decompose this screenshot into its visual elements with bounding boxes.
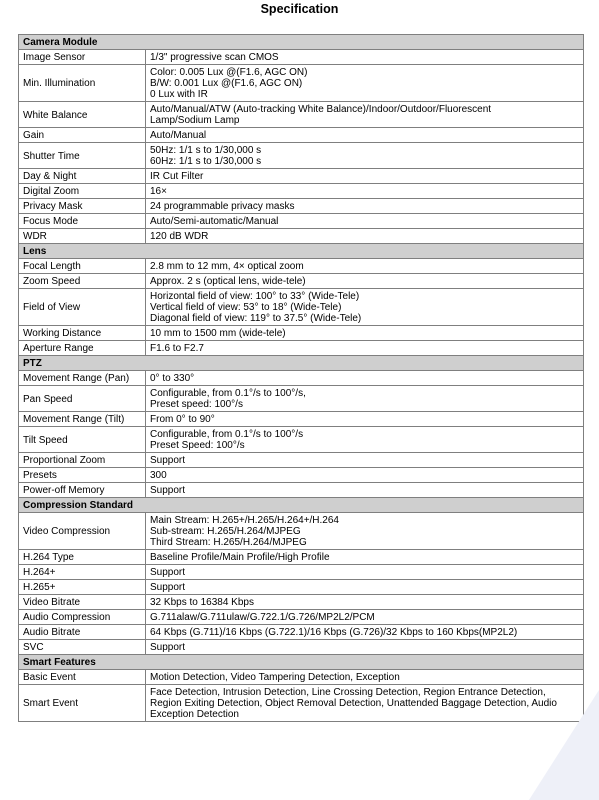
spec-value xyxy=(146,412,584,427)
section-title: Camera Module xyxy=(19,35,584,50)
spec-label: SVC xyxy=(19,640,146,655)
spec-value xyxy=(146,595,584,610)
section-header-row xyxy=(19,498,584,513)
spec-value xyxy=(146,274,584,289)
spec-row xyxy=(19,184,584,199)
spec-value-line: Vertical field of view: 53° to 18° (Wide-Tele) xyxy=(150,302,342,313)
spec-label: Presets xyxy=(19,468,146,483)
spec-row xyxy=(19,229,584,244)
spec-value-line: Baseline Profile/Main Profile/High Profile xyxy=(150,552,330,563)
spec-value-line: From 0° to 90° xyxy=(150,414,215,425)
spec-value-line: Lamp/Sodium Lamp xyxy=(150,115,240,126)
spec-value xyxy=(146,184,584,199)
spec-label: Basic Event xyxy=(19,670,146,685)
spec-value xyxy=(146,169,584,184)
spec-label: Video Bitrate xyxy=(19,595,146,610)
spec-value xyxy=(146,513,584,550)
spec-row xyxy=(19,128,584,143)
spec-value xyxy=(146,65,584,102)
spec-row xyxy=(19,468,584,483)
corner-watermark xyxy=(529,690,599,800)
spec-row xyxy=(19,169,584,184)
spec-value xyxy=(146,670,584,685)
spec-row xyxy=(19,685,584,722)
spec-value xyxy=(146,289,584,326)
spec-value-line: 2.8 mm to 12 mm, 4× optical zoom xyxy=(150,261,304,272)
spec-value-line: Third Stream: H.265/H.264/MJPEG xyxy=(150,537,307,548)
spec-value xyxy=(146,580,584,595)
spec-value-line: 300 xyxy=(150,470,167,481)
spec-value-line: Support xyxy=(150,567,186,578)
spec-value-line: 60Hz: 1/1 s to 1/30,000 s xyxy=(150,156,262,167)
spec-row xyxy=(19,625,584,640)
spec-value-line: Configurable, from 0.1°/s to 100°/s xyxy=(150,429,304,440)
spec-value-line: Support xyxy=(150,455,186,466)
spec-value-line: Support xyxy=(150,485,186,496)
spec-value-line: 1/3" progressive scan CMOS xyxy=(150,52,279,63)
spec-label: Privacy Mask xyxy=(19,199,146,214)
section-title: Smart Features xyxy=(19,655,584,670)
spec-value xyxy=(146,565,584,580)
spec-value xyxy=(146,102,584,128)
spec-label: Power-off Memory xyxy=(19,483,146,498)
spec-row xyxy=(19,513,584,550)
spec-value-line: Region Exiting Detection, Object Removal Detection, Unattended Baggage Detection, Audio xyxy=(150,698,557,709)
spec-label: White Balance xyxy=(19,102,146,128)
spec-value-line: Auto/Manual/ATW (Auto-tracking White Balance)/Indoor/Outdoor/Fluorescent xyxy=(150,104,492,115)
spec-value xyxy=(146,386,584,412)
spec-label: Image Sensor xyxy=(19,50,146,65)
spec-value-line: Face Detection, Intrusion Detection, Line Crossing Detection, Region Entrance Detection, xyxy=(150,687,546,698)
spec-value xyxy=(146,550,584,565)
spec-label: Day & Night xyxy=(19,169,146,184)
spec-row xyxy=(19,259,584,274)
spec-value-line: Horizontal field of view: 100° to 33° (Wide-Tele) xyxy=(150,291,360,302)
spec-value xyxy=(146,229,584,244)
spec-value xyxy=(146,199,584,214)
spec-row xyxy=(19,427,584,453)
spec-value-line: 0° to 330° xyxy=(150,373,195,384)
spec-value-line: Exception Detection xyxy=(150,709,239,720)
spec-value-line: F1.6 to F2.7 xyxy=(150,343,204,354)
spec-value xyxy=(146,453,584,468)
spec-row xyxy=(19,199,584,214)
spec-row xyxy=(19,386,584,412)
spec-value-line: B/W: 0.001 Lux @(F1.6, AGC ON) xyxy=(150,78,303,89)
spec-value-line: 16× xyxy=(150,186,167,197)
spec-label: WDR xyxy=(19,229,146,244)
spec-label: Tilt Speed xyxy=(19,427,146,453)
spec-label: H.264+ xyxy=(19,565,146,580)
spec-label: Working Distance xyxy=(19,326,146,341)
spec-value-line: 50Hz: 1/1 s to 1/30,000 s xyxy=(150,145,262,156)
spec-row xyxy=(19,289,584,326)
spec-row xyxy=(19,580,584,595)
spec-label: H.264 Type xyxy=(19,550,146,565)
section-title: Lens xyxy=(19,244,584,259)
spec-value-line: Configurable, from 0.1°/s to 100°/s, xyxy=(150,388,306,399)
spec-row xyxy=(19,102,584,128)
spec-row xyxy=(19,453,584,468)
section-header-row xyxy=(19,655,584,670)
spec-label: Shutter Time xyxy=(19,143,146,169)
spec-row xyxy=(19,214,584,229)
section-header-row xyxy=(19,356,584,371)
spec-value-line: 32 Kbps to 16384 Kbps xyxy=(150,597,254,608)
spec-value xyxy=(146,259,584,274)
spec-row xyxy=(19,640,584,655)
spec-row xyxy=(19,412,584,427)
spec-value xyxy=(146,128,584,143)
spec-value-line: Auto/Manual xyxy=(150,130,207,141)
spec-row xyxy=(19,143,584,169)
spec-value-line: 0 Lux with IR xyxy=(150,89,208,100)
spec-label: Movement Range (Tilt) xyxy=(19,412,146,427)
spec-value-line: Motion Detection, Video Tampering Detection, Exception xyxy=(150,672,400,683)
spec-table xyxy=(18,34,584,722)
spec-value xyxy=(146,685,584,722)
spec-value xyxy=(146,326,584,341)
spec-row xyxy=(19,565,584,580)
spec-row xyxy=(19,341,584,356)
spec-label: Focal Length xyxy=(19,259,146,274)
spec-label: Zoom Speed xyxy=(19,274,146,289)
spec-label: Focus Mode xyxy=(19,214,146,229)
spec-value-line: Approx. 2 s (optical lens, wide-tele) xyxy=(150,276,306,287)
spec-value-line: Diagonal field of view: 119° to 37.5° (Wide-Tele) xyxy=(150,313,362,324)
spec-row xyxy=(19,274,584,289)
spec-value xyxy=(146,625,584,640)
spec-value-line: Color: 0.005 Lux @(F1.6, AGC ON) xyxy=(150,67,308,78)
spec-label: Proportional Zoom xyxy=(19,453,146,468)
spec-label: Pan Speed xyxy=(19,386,146,412)
spec-label: Smart Event xyxy=(19,685,146,722)
spec-value-line: 10 mm to 1500 mm (wide-tele) xyxy=(150,328,286,339)
spec-row xyxy=(19,50,584,65)
section-header-row xyxy=(19,244,584,259)
spec-label: Gain xyxy=(19,128,146,143)
spec-value xyxy=(146,143,584,169)
spec-row xyxy=(19,483,584,498)
spec-value-line: Sub-stream: H.265/H.264/MJPEG xyxy=(150,526,301,537)
spec-value-line: Preset Speed: 100°/s xyxy=(150,440,245,451)
spec-value xyxy=(146,341,584,356)
spec-value-line: Auto/Semi-automatic/Manual xyxy=(150,216,279,227)
spec-label: Digital Zoom xyxy=(19,184,146,199)
spec-label: Audio Bitrate xyxy=(19,625,146,640)
spec-row xyxy=(19,595,584,610)
spec-row xyxy=(19,610,584,625)
spec-value xyxy=(146,640,584,655)
spec-value xyxy=(146,483,584,498)
spec-value-line: Support xyxy=(150,582,186,593)
spec-value xyxy=(146,427,584,453)
spec-value-line: Main Stream: H.265+/H.265/H.264+/H.264 xyxy=(150,515,339,526)
section-title: Compression Standard xyxy=(19,498,584,513)
spec-value-line: IR Cut Filter xyxy=(150,171,204,182)
spec-label: Movement Range (Pan) xyxy=(19,371,146,386)
section-title: PTZ xyxy=(19,356,584,371)
spec-label: Audio Compression xyxy=(19,610,146,625)
page-title: Specification xyxy=(260,2,339,16)
spec-row xyxy=(19,326,584,341)
spec-value xyxy=(146,50,584,65)
section-header-row xyxy=(19,35,584,50)
spec-label: Min. Illumination xyxy=(19,65,146,102)
spec-row xyxy=(19,550,584,565)
spec-row xyxy=(19,371,584,386)
spec-value-line: 64 Kbps (G.711)/16 Kbps (G.722.1)/16 Kbps (G.726)/32 Kbps to 160 Kbps(MP2L2) xyxy=(150,627,518,638)
spec-value xyxy=(146,468,584,483)
spec-value-line: Support xyxy=(150,642,186,653)
spec-value-line: Preset speed: 100°/s xyxy=(150,399,243,410)
spec-label: Video Compression xyxy=(19,513,146,550)
spec-value xyxy=(146,214,584,229)
spec-value-line: 24 programmable privacy masks xyxy=(150,201,295,212)
spec-table-body xyxy=(19,35,584,722)
spec-label: Field of View xyxy=(19,289,146,326)
spec-value-line: 120 dB WDR xyxy=(150,231,209,242)
spec-value-line: G.711alaw/G.711ulaw/G.722.1/G.726/MP2L2/PCM xyxy=(150,612,375,623)
spec-label: Aperture Range xyxy=(19,341,146,356)
spec-row xyxy=(19,670,584,685)
spec-row xyxy=(19,65,584,102)
spec-value xyxy=(146,371,584,386)
spec-label: H.265+ xyxy=(19,580,146,595)
spec-value xyxy=(146,610,584,625)
